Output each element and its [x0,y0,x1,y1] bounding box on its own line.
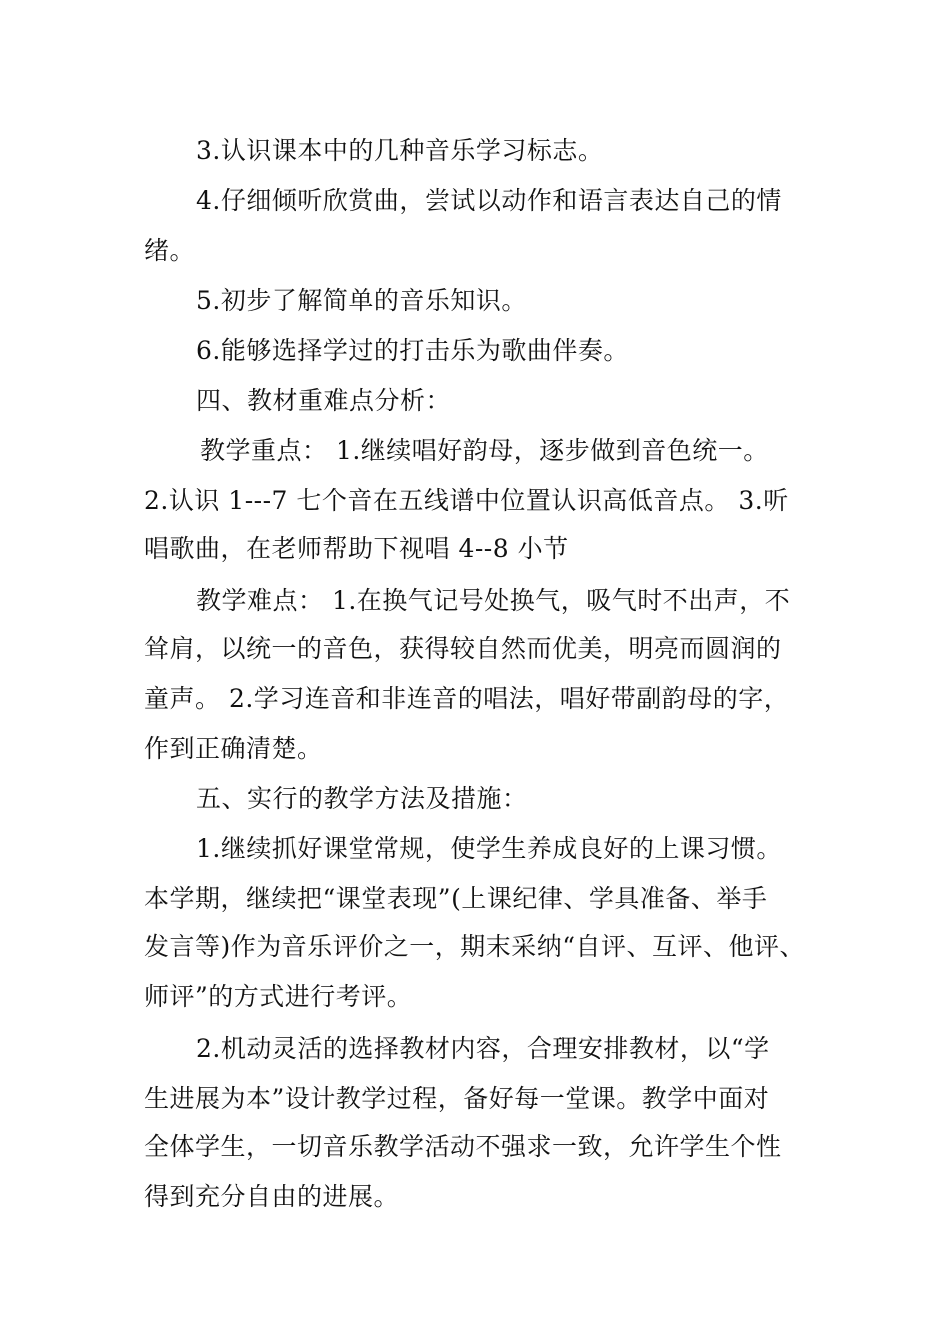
text-line: 5.初步了解简单的音乐知识。 [196,286,527,315]
text-line: 绪。 [144,236,196,265]
text-line: 本学期，继续把“课堂表现”(上课纪律、学具准备、举手 [144,884,768,913]
text-line: 4.仔细倾听欣赏曲，尝试以动作和语言表达自己的情 [196,186,782,215]
text-line: 童声。 2.学习连音和非连音的唱法，唱好带副韵母的字， [144,684,790,713]
text-line: 2.认识 1---7 七个音在五线谱中位置认识高低音点。 3.听 [144,486,789,515]
text-line: 6.能够选择学过的打击乐为歌曲伴奏。 [196,336,629,365]
text-line: 教学重点： 1.继续唱好韵母，逐步做到音色统一。 [200,436,769,465]
text-line: 作到正确清楚。 [144,734,323,763]
section-heading: 五、实行的教学方法及措施： [196,784,528,813]
text-line: 1.继续抓好课堂常规，使学生养成良好的上课习惯。 [196,834,782,863]
text-line: 教学难点： 1.在换气记号处换气，吸气时不出声，不 [196,586,791,615]
text-line: 3.认识课本中的几种音乐学习标志。 [196,136,604,165]
text-line: 发言等)作为音乐评价之一，期末采纳“自评、互评、他评、 [144,932,806,961]
text-line: 师评”的方式进行考评。 [144,982,413,1011]
text-line: 唱歌曲，在老师帮助下视唱 4--8 小节 [144,534,569,563]
section-heading: 四、教材重难点分析： [196,386,452,415]
text-line: 耸肩，以统一的音色，获得较自然而优美，明亮而圆润的 [144,634,782,663]
text-line: 得到充分自由的进展。 [144,1182,400,1211]
text-line: 全体学生，一切音乐教学活动不强求一致，允许学生个性 [144,1132,782,1161]
text-line: 生进展为本”设计教学过程，备好每一堂课。教学中面对 [144,1084,770,1113]
text-line: 2.机动灵活的选择教材内容，合理安排教材，以“学 [196,1034,770,1063]
